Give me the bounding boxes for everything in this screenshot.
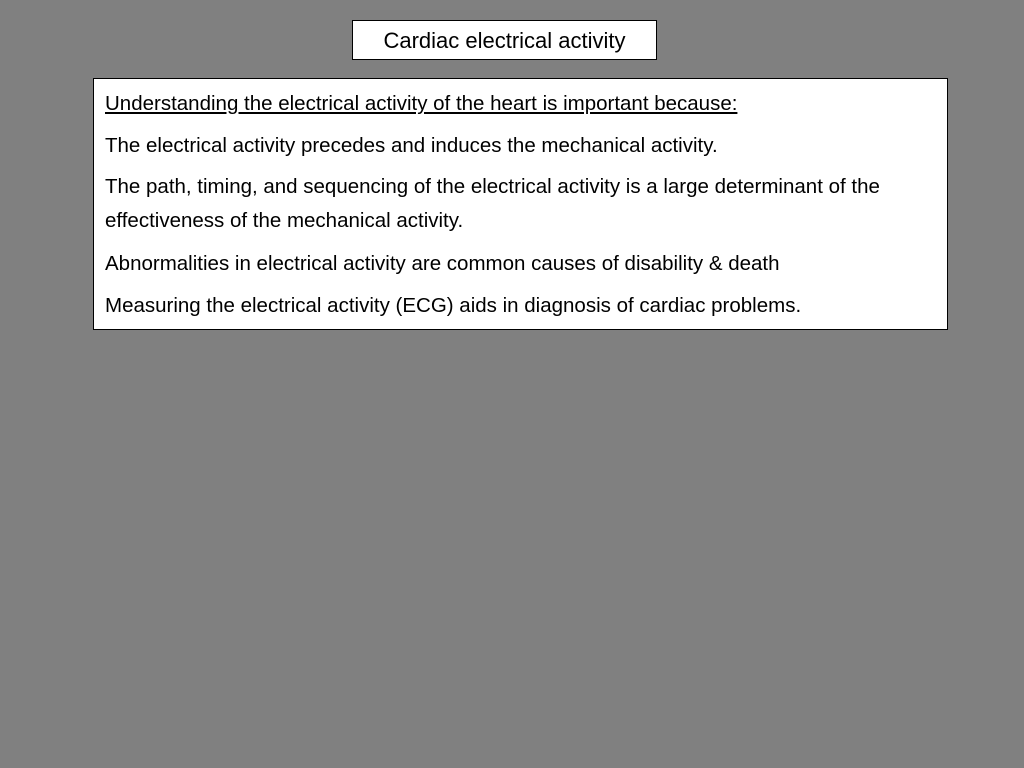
content-point: Abnormalities in electrical activity are common causes of disability & death bbox=[105, 252, 780, 275]
content-point: The path, timing, and sequencing of the electrical activity is a large determinant of the effectiveness of the mechanical activity. bbox=[105, 175, 880, 232]
content-point: Measuring the electrical activity (ECG) aids in diagnosis of cardiac problems. bbox=[105, 294, 802, 317]
slide-title: Cardiac electrical activity bbox=[352, 20, 657, 60]
content-point: The electrical activity precedes and induces the mechanical activity. bbox=[105, 134, 718, 157]
content-heading: Understanding the electrical activity of the heart is important because: bbox=[105, 92, 738, 115]
content-box bbox=[93, 78, 948, 330]
